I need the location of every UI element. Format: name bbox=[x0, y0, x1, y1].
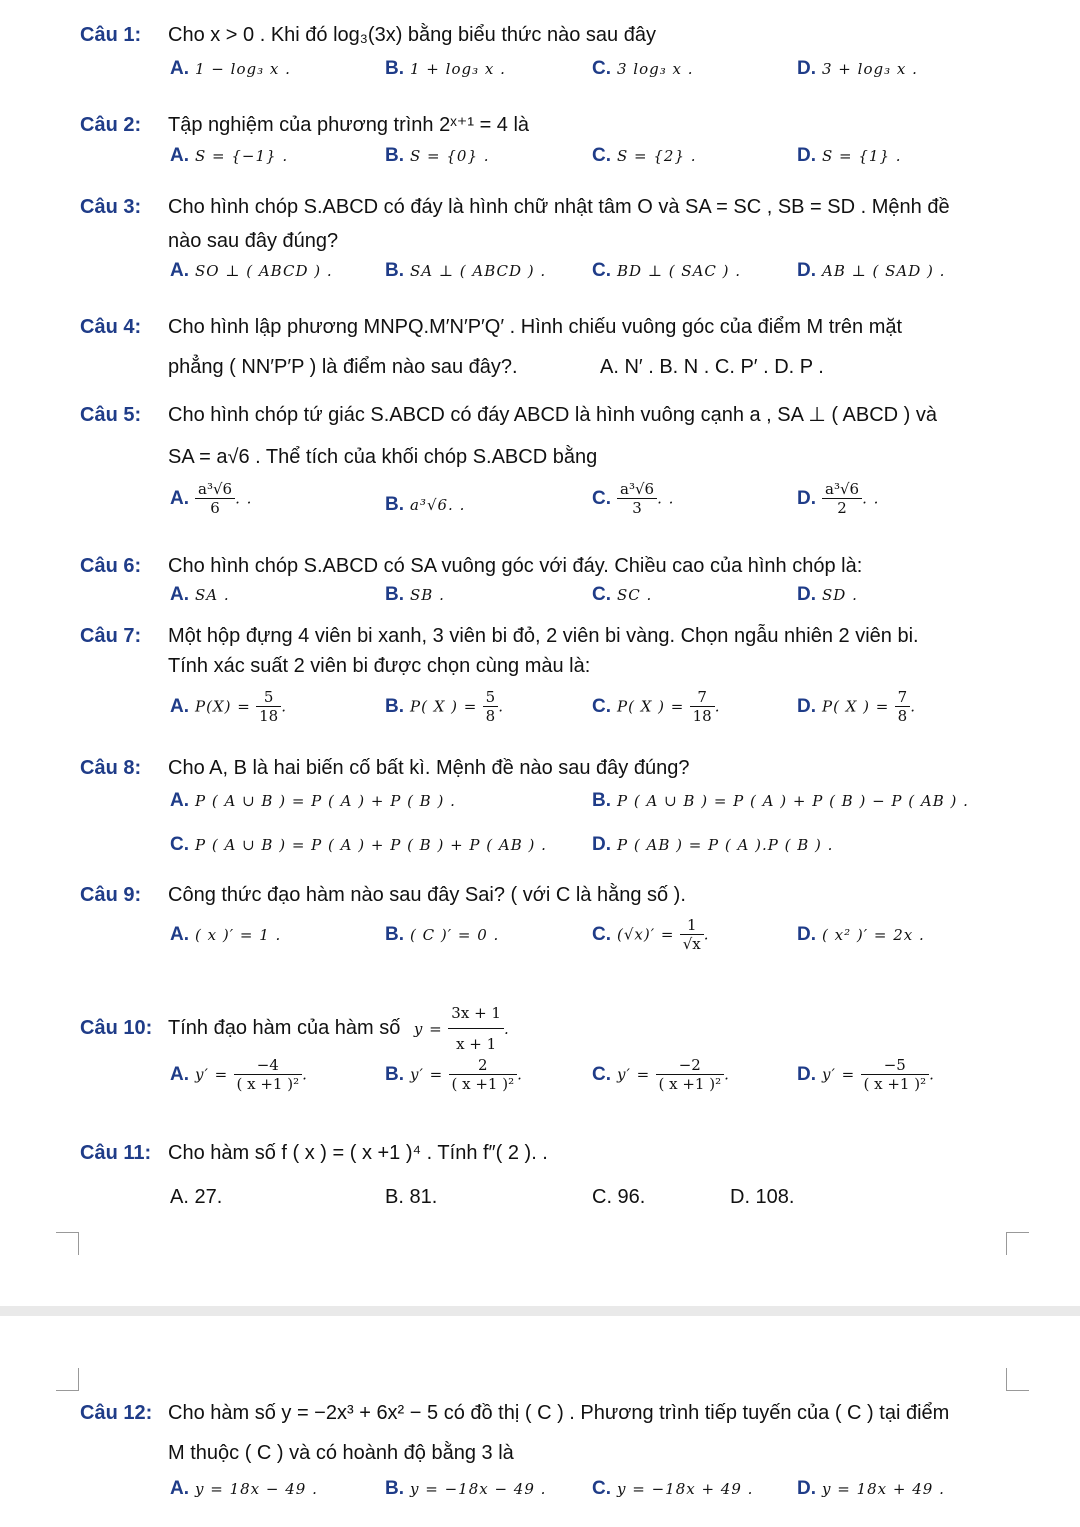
option-letter: A. bbox=[170, 924, 189, 945]
question-label: Câu 7: bbox=[80, 625, 142, 647]
option-text: SA ⊥ ( ABCD ) . bbox=[410, 262, 547, 280]
option-text: P ( A ∪ B ) = P ( A ) + P ( B ) . bbox=[195, 792, 456, 810]
inline-options: A. N′ . B. N . C. P′ . D. P . bbox=[600, 356, 824, 378]
denominator: 3 bbox=[632, 499, 642, 517]
option-prefix: y′ = bbox=[195, 1065, 229, 1084]
fraction bbox=[690, 688, 715, 725]
option-letter: B. bbox=[385, 58, 404, 79]
numerator: 1 bbox=[680, 916, 704, 935]
option-letter: C. bbox=[592, 145, 611, 166]
option-text: y = 18x + 49 . bbox=[822, 1480, 945, 1498]
question-text: Cho hàm số f ( x ) = ( x +1 )⁴ . Tính f″( 2 ). . bbox=[168, 1142, 548, 1164]
option-tail: . bbox=[281, 697, 287, 716]
function-y: y = bbox=[413, 1019, 443, 1038]
option-text: SO ⊥ ( ABCD ) . bbox=[195, 262, 333, 280]
option-letter: C. bbox=[592, 1478, 611, 1499]
question-text-continued: phẳng ( NN′P′P ) là điểm nào sau đây?. bbox=[168, 356, 518, 378]
option-letter: C. bbox=[592, 695, 611, 717]
option-tail: . bbox=[724, 1065, 730, 1084]
numerator: 5 bbox=[256, 688, 281, 707]
option-prefix: P( X ) = bbox=[617, 697, 685, 716]
question-text: Cho hình chóp S.ABCD có SA vuông góc với đáy. Chiều cao của hình chóp là: bbox=[168, 555, 863, 577]
question-1 bbox=[80, 20, 1015, 50]
option-letter: A. bbox=[170, 487, 189, 509]
option-letter: B. bbox=[385, 260, 404, 281]
option-text: S = {−1} . bbox=[195, 147, 289, 165]
option-text: S = {0} . bbox=[410, 147, 490, 165]
option-letter: B. bbox=[385, 494, 404, 515]
period: . bbox=[503, 1019, 510, 1038]
option-letter: B. bbox=[385, 695, 404, 717]
numerator: 7 bbox=[895, 688, 911, 707]
option-c: C. 96. bbox=[592, 1186, 646, 1208]
fraction bbox=[822, 480, 862, 517]
denominator: x + 1 bbox=[456, 1035, 497, 1053]
option-tail: . bbox=[302, 1065, 308, 1084]
option-letter: C. bbox=[592, 923, 611, 945]
crop-mark bbox=[56, 1368, 79, 1391]
option-letter: D. bbox=[797, 695, 816, 717]
question-text: Tập nghiệm của phương trình 2ˣ⁺¹ = 4 là bbox=[168, 114, 530, 136]
option-prefix: y′ = bbox=[617, 1065, 651, 1084]
question-text-continued: nào sau đây đúng? bbox=[168, 230, 339, 252]
option-b: B. 81. bbox=[385, 1186, 438, 1208]
option-tail: . bbox=[929, 1065, 935, 1084]
option-text: S = {1} . bbox=[822, 147, 902, 165]
option-letter: C. bbox=[592, 487, 611, 509]
option-text: S = {2} . bbox=[617, 147, 697, 165]
question-text-continued: Tính xác suất 2 viên bi được chọn cùng màu là: bbox=[168, 655, 591, 677]
fraction bbox=[449, 1056, 518, 1093]
option-letter: A. bbox=[170, 58, 189, 79]
question-6 bbox=[80, 551, 1015, 581]
question-label: Câu 5: bbox=[80, 404, 142, 426]
option-text: ( x )′ = 1 . bbox=[195, 926, 282, 944]
option-text: y = 18x − 49 . bbox=[195, 1480, 318, 1498]
option-text: ( x² )′ = 2x . bbox=[822, 926, 925, 944]
option-text: P ( AB ) = P ( A ).P ( B ) . bbox=[617, 836, 834, 854]
denominator: ( x +1 )² bbox=[451, 1075, 515, 1093]
denominator: 6 bbox=[210, 499, 220, 517]
option-prefix: P( X ) = bbox=[410, 697, 478, 716]
numerator: a³√6 bbox=[822, 480, 862, 499]
numerator: −2 bbox=[656, 1056, 725, 1075]
option-letter: D. bbox=[592, 834, 611, 855]
option-tail: . . bbox=[235, 489, 253, 508]
option-tail: . bbox=[703, 925, 710, 944]
question-12 bbox=[80, 1398, 1015, 1428]
crop-mark bbox=[56, 1232, 79, 1255]
question-text: Tính đạo hàm của hàm số bbox=[168, 1016, 401, 1039]
option-letter: D. bbox=[797, 145, 816, 166]
numerator: 7 bbox=[690, 688, 715, 707]
question-label: Câu 3: bbox=[80, 196, 142, 218]
numerator: −5 bbox=[861, 1056, 930, 1075]
option-tail: . bbox=[714, 697, 721, 716]
page-break-band bbox=[0, 1306, 1080, 1316]
question-text: Một hộp đựng 4 viên bi xanh, 3 viên bi đỏ, 2 viên bi vàng. Chọn ngẫu nhiên 2 viên bi. bbox=[168, 625, 919, 647]
numerator: 3x + 1 bbox=[448, 998, 504, 1029]
option-text: 1 − log₃ x . bbox=[195, 60, 291, 78]
question-label: Câu 4: bbox=[80, 316, 142, 338]
numerator: 5 bbox=[483, 688, 499, 707]
crop-mark bbox=[1006, 1232, 1029, 1255]
option-d: D. 108. bbox=[730, 1186, 795, 1208]
numerator: 2 bbox=[449, 1056, 518, 1075]
question-label: Câu 6: bbox=[80, 555, 142, 577]
numerator: a³√6 bbox=[617, 480, 657, 499]
question-text-continued: SA = a√6 . Thể tích của khối chóp S.ABCD bằng bbox=[168, 446, 598, 468]
option-letter: B. bbox=[592, 790, 611, 811]
option-tail: . . bbox=[657, 489, 675, 508]
option-letter: C. bbox=[592, 58, 611, 79]
option-text: y = −18x − 49 . bbox=[410, 1480, 547, 1498]
option-letter: D. bbox=[797, 58, 816, 79]
denominator: 18 bbox=[259, 707, 279, 725]
option-prefix: (√x)′ = bbox=[617, 925, 675, 944]
question-11 bbox=[80, 1138, 1015, 1168]
option-letter: A. bbox=[170, 695, 189, 717]
numerator: a³√6 bbox=[195, 480, 235, 499]
denominator: ( x +1 )² bbox=[863, 1075, 927, 1093]
fraction bbox=[195, 480, 235, 517]
question-2 bbox=[80, 110, 1015, 140]
fraction bbox=[656, 1056, 725, 1093]
option-tail: . . bbox=[862, 489, 880, 508]
denominator: 18 bbox=[692, 707, 712, 725]
question-9 bbox=[80, 880, 1015, 910]
question-text: Cho hình lập phương MNPQ.M′N′P′Q′ . Hình chiếu vuông góc của điểm M trên mặt bbox=[168, 316, 903, 338]
question-text: Cho hình chóp tứ giác S.ABCD có đáy ABCD là hình vuông cạnh a , SA ⊥ ( ABCD ) và bbox=[168, 404, 937, 426]
option-letter: D. bbox=[797, 1478, 816, 1499]
question-text: Công thức đạo hàm nào sau đây Sai? ( với C là hằng số ). bbox=[168, 884, 686, 906]
denominator: √x bbox=[682, 935, 701, 953]
question-label: Câu 2: bbox=[80, 114, 142, 136]
fraction bbox=[895, 688, 911, 725]
option-tail: . bbox=[517, 1065, 523, 1084]
fraction bbox=[861, 1056, 930, 1093]
question-text-continued: M thuộc ( C ) và có hoành độ bằng 3 là bbox=[168, 1442, 514, 1464]
option-text: P ( A ∪ B ) = P ( A ) + P ( B ) + P ( AB ) . bbox=[195, 836, 547, 854]
option-text: 3 log₃ x . bbox=[617, 60, 694, 78]
option-letter: A. bbox=[170, 1478, 189, 1499]
question-label: Câu 12: bbox=[80, 1402, 153, 1424]
option-letter: D. bbox=[797, 1063, 816, 1085]
option-text: y = −18x + 49 . bbox=[617, 1480, 754, 1498]
option-text: ( C )′ = 0 . bbox=[410, 926, 500, 944]
question-label: Câu 11: bbox=[80, 1142, 152, 1164]
question-3 bbox=[80, 192, 1015, 222]
option-text: SC . bbox=[617, 586, 653, 604]
denominator: ( x +1 )² bbox=[658, 1075, 722, 1093]
crop-mark bbox=[1006, 1368, 1029, 1391]
option-text: 1 + log₃ x . bbox=[410, 60, 506, 78]
option-letter: B. bbox=[385, 924, 404, 945]
option-a: A. 27. bbox=[170, 1186, 223, 1208]
option-letter: C. bbox=[592, 584, 611, 605]
option-letter: B. bbox=[385, 1063, 404, 1085]
option-prefix: P( X ) = bbox=[822, 697, 890, 716]
fraction bbox=[617, 480, 657, 517]
question-label: Câu 8: bbox=[80, 757, 142, 779]
option-letter: C. bbox=[592, 1063, 611, 1085]
question-text: Cho hàm số y = −2x³ + 6x² − 5 có đồ thị ( C ) . Phương trình tiếp tuyến của ( C ) tại điểm bbox=[168, 1402, 950, 1424]
option-letter: D. bbox=[797, 487, 816, 509]
question-5 bbox=[80, 400, 1015, 430]
option-letter: D. bbox=[797, 584, 816, 605]
numerator: −4 bbox=[234, 1056, 303, 1075]
question-7 bbox=[80, 621, 1015, 651]
option-letter: B. bbox=[385, 1478, 404, 1499]
question-label: Câu 9: bbox=[80, 884, 142, 906]
option-text: a³√6. . bbox=[410, 496, 466, 514]
option-text: BD ⊥ ( SAC ) . bbox=[617, 262, 742, 280]
question-text: Cho A, B là hai biến cố bất kì. Mệnh đề nào sau đây đúng? bbox=[168, 757, 690, 779]
option-letter: A. bbox=[170, 790, 189, 811]
fraction bbox=[680, 916, 704, 953]
option-letter: A. bbox=[170, 260, 189, 281]
fraction bbox=[483, 688, 499, 725]
question-8 bbox=[80, 753, 1015, 783]
option-text: SA . bbox=[195, 586, 230, 604]
fraction bbox=[234, 1056, 303, 1093]
denominator: 8 bbox=[485, 707, 496, 725]
question-text: Cho x > 0 . Khi đó log₃(3x) bằng biểu thức nào sau đây bbox=[168, 24, 656, 46]
option-tail: . bbox=[910, 697, 916, 716]
option-prefix: y′ = bbox=[822, 1065, 856, 1084]
option-prefix: y′ = bbox=[410, 1065, 444, 1084]
question-text: Cho hình chóp S.ABCD có đáy là hình chữ nhật tâm O và SA = SC , SB = SD . Mệnh đề bbox=[168, 196, 950, 218]
denominator: 8 bbox=[897, 707, 908, 725]
function-fraction bbox=[448, 998, 504, 1059]
option-text: SD . bbox=[822, 586, 858, 604]
option-text: P ( A ∪ B ) = P ( A ) + P ( B ) − P ( AB ) . bbox=[617, 792, 969, 810]
option-text: SB . bbox=[410, 586, 445, 604]
denominator: 2 bbox=[837, 499, 847, 517]
option-letter: D. bbox=[797, 260, 816, 281]
fraction bbox=[256, 688, 281, 725]
option-prefix: P(X) = bbox=[195, 697, 251, 716]
option-tail: . bbox=[498, 697, 504, 716]
option-text: AB ⊥ ( SAD ) . bbox=[822, 262, 946, 280]
question-4 bbox=[80, 312, 1015, 342]
option-letter: B. bbox=[385, 584, 404, 605]
option-letter: A. bbox=[170, 584, 189, 605]
denominator: ( x +1 )² bbox=[236, 1075, 300, 1093]
option-letter: B. bbox=[385, 145, 404, 166]
option-letter: A. bbox=[170, 145, 189, 166]
question-label: Câu 10: bbox=[80, 1016, 153, 1039]
option-letter: C. bbox=[592, 260, 611, 281]
option-text: 3 + log₃ x . bbox=[822, 60, 918, 78]
option-letter: D. bbox=[797, 924, 816, 945]
question-label: Câu 1: bbox=[80, 24, 142, 46]
option-letter: A. bbox=[170, 1063, 189, 1085]
question-10 bbox=[80, 998, 1015, 1059]
option-letter: C. bbox=[170, 834, 189, 855]
